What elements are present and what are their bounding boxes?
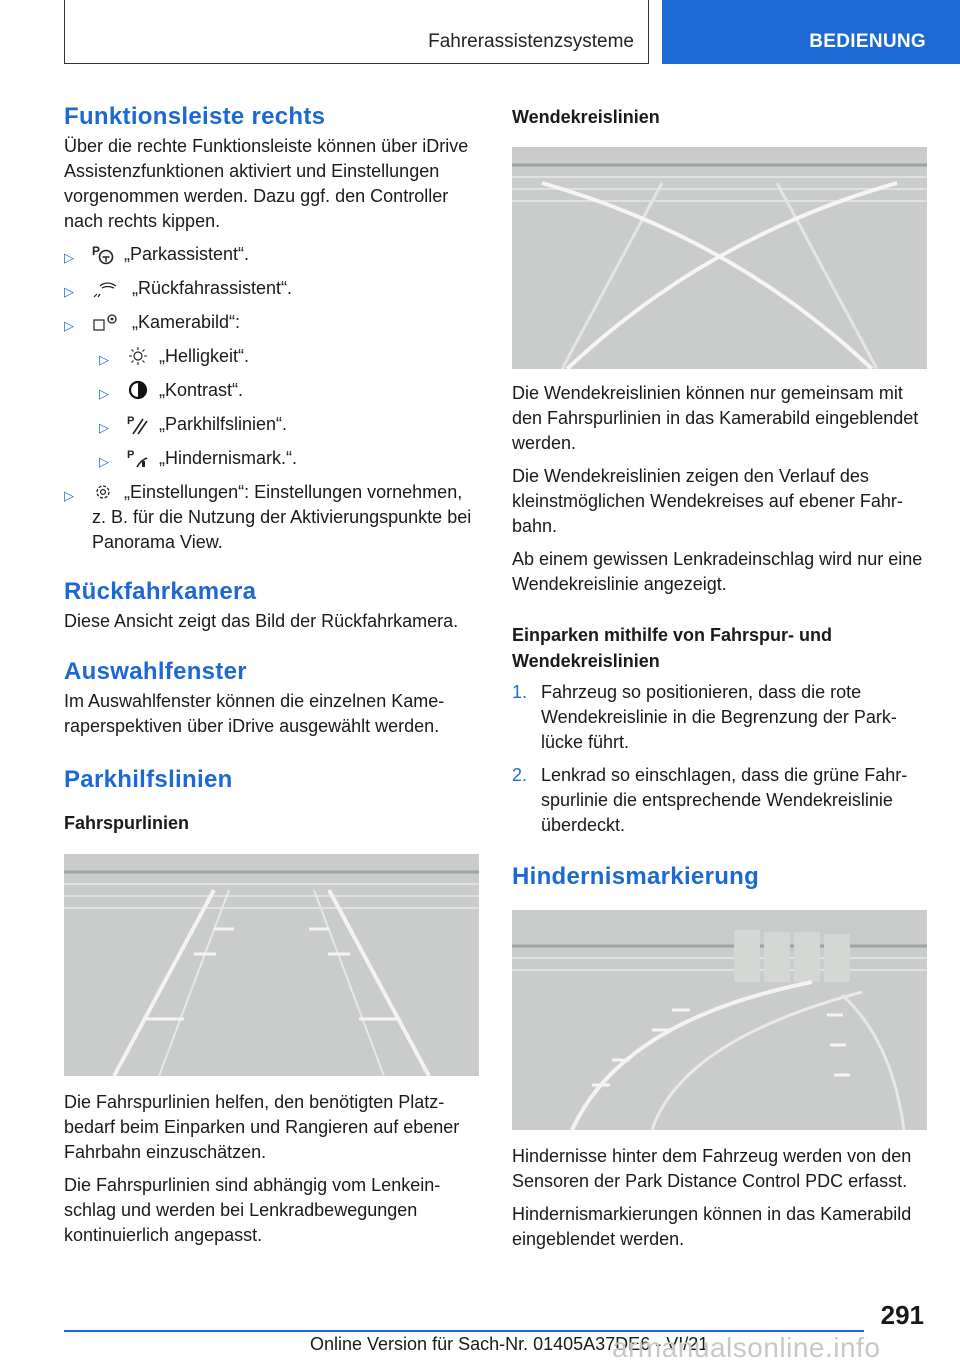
parking-lines-icon	[127, 413, 149, 435]
header-section-title: Fahrerassistenzsysteme	[428, 31, 634, 52]
reverse-assist-icon	[92, 277, 122, 299]
heading-parkhilfslinien: Parkhilfslinien	[64, 766, 233, 793]
page-number: 291	[880, 1300, 924, 1330]
obstacle-marking-icon	[127, 447, 149, 469]
list-item-label: „Parkhilfslinien“.	[159, 414, 288, 434]
bullet-icon: ▷	[99, 352, 109, 367]
list-item	[64, 310, 479, 344]
svg-text:P: P	[92, 244, 101, 258]
list-item-label: „Helligkeit“.	[159, 346, 250, 366]
bullet-icon: ▷	[64, 250, 74, 265]
header-chapter-tab	[662, 0, 960, 64]
list-item	[99, 412, 479, 446]
subheading-wendekreislinien: Wendekreislinien	[512, 107, 660, 127]
settings-list	[64, 480, 479, 555]
list-item-label: „Kontrast“.	[159, 380, 244, 400]
camera-settings-icon	[92, 311, 122, 333]
parking-steps	[512, 680, 927, 838]
contrast-icon	[127, 379, 149, 401]
list-item-label: „Hindernismark.“.	[159, 448, 298, 468]
fahrspurlinien-text-1: Die Fahrspurlinien helfen, den benötigten Platzbedarf beim Einparken und Rangieren auf ebener Fahrbahn einzuschätzen.	[64, 1092, 460, 1162]
list-item	[64, 480, 479, 555]
bullet-icon: ▷	[99, 420, 109, 435]
wendekreislinien-text-1: Die Wendekreislinien können nur gemeinsam mit den Fahrspurlinien in das Kamerabild eingeblendet werden.	[512, 383, 919, 453]
svg-text:P: P	[127, 449, 135, 461]
step-number: 2.	[512, 765, 528, 785]
list-item	[99, 446, 479, 480]
park-assist-icon	[92, 243, 114, 265]
bullet-icon: ▷	[64, 318, 74, 333]
list-item-label: „Kamerabild“:	[132, 312, 241, 332]
heading-auswahlfenster: Auswahlfenster	[64, 658, 247, 685]
bullet-icon: ▷	[99, 454, 109, 469]
list-item	[64, 276, 479, 310]
list-item	[512, 763, 927, 838]
funktionsleiste-text: Über die rechte Funktionsleiste können über iDrive Assistenzfunktionen aktiviert und Einstellungen vorgenommen werden. Dazu ggf. den Controller nach rechts kippen.	[64, 136, 469, 231]
list-item-label: „Einstellungen“: Einstellungen vornehmen, z. B. für die Nutzung der Aktivierungspunkte bei Panorama View.	[92, 482, 472, 552]
turning-circle-figure	[512, 147, 927, 369]
bullet-icon: ▷	[64, 284, 74, 299]
heading-funktionsleiste: Funktionsleiste rechts	[64, 103, 326, 130]
wendekreislinien-text-3: Ab einem gewissen Lenkradeinschlag wird nur eine Wendekreislinie angezeigt.	[512, 549, 923, 594]
watermark: armanualsonline.info	[612, 1332, 881, 1362]
list-item-label: „Rückfahrassistent“.	[132, 278, 293, 298]
step-text: Fahrzeug so positionieren, dass die rote Wendekreislinie in die Begrenzung der Parklücke führt.	[541, 682, 897, 752]
brightness-icon	[127, 345, 149, 367]
right-column	[512, 100, 927, 1252]
step-text: Lenkrad so einschlagen, dass die grüne Fahrspurlinie die entsprechende Wendekreislinie überdeckt.	[541, 765, 908, 835]
bullet-icon: ▷	[64, 488, 74, 503]
rueckfahrkamera-text: Diese Ansicht zeigt das Bild der Rückfahrkamera.	[64, 611, 459, 631]
subheading-fahrspurlinien: Fahrspurlinien	[64, 813, 190, 833]
subheading-einparken: Einparken mithilfe von Fahrspur- und Wendekreislinien	[512, 625, 833, 671]
wendekreislinien-text-2: Die Wendekreislinien zeigen den Verlauf des kleinstmöglichen Wendekreises auf ebener Fahrbahn.	[512, 466, 903, 536]
list-item	[99, 378, 479, 412]
list-item	[512, 680, 927, 755]
camera-sublist	[99, 344, 479, 480]
footer-version-text: Online Version für Sach-Nr. 01405A37DE6 - VI/21	[310, 1334, 709, 1354]
function-list	[64, 242, 479, 344]
lane-lines-figure	[64, 854, 479, 1076]
heading-rueckfahrkamera: Rückfahrkamera	[64, 578, 257, 605]
hindernis-text-2: Hindernismarkierungen können in das Kamerabild eingeblendet werden.	[512, 1204, 912, 1249]
fahrspurlinien-text-2: Die Fahrspurlinien sind abhängig vom Lenkeinschlag und werden bei Lenkradbewegungen kontinuierlich angepasst.	[64, 1175, 441, 1245]
left-column	[64, 100, 479, 1248]
obstacle-marking-figure	[512, 910, 927, 1130]
heading-hindernismarkierung: Hindernismarkierung	[512, 863, 760, 890]
list-item	[64, 242, 479, 276]
header-chapter-label: BEDIENUNG	[809, 31, 926, 52]
list-item	[99, 344, 479, 378]
step-number: 1.	[512, 682, 528, 702]
svg-text:P: P	[127, 415, 135, 427]
hindernis-text-1: Hindernisse hinter dem Fahrzeug werden von den Sensoren der Park Distance Control PDC erfasst.	[512, 1146, 912, 1191]
auswahlfenster-text: Im Auswahlfenster können die einzelnen Kameraperspektiven über iDrive ausgewählt werden.	[64, 691, 445, 736]
list-item-label: „Parkassistent“.	[124, 244, 250, 264]
header-section-box	[64, 0, 649, 64]
bullet-icon: ▷	[99, 386, 109, 401]
gear-icon	[92, 481, 114, 503]
